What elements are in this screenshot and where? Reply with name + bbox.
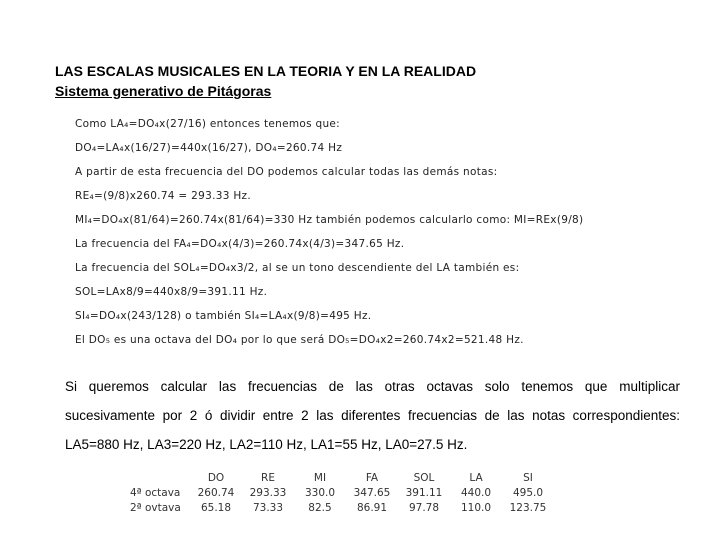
body-paragraph [65, 372, 680, 459]
table-row [130, 500, 554, 515]
column-header: SI [523, 471, 533, 484]
column-header: RE [261, 471, 275, 484]
table-cell: 293.33 [249, 486, 287, 499]
table-cell: 97.78 [408, 501, 440, 514]
calc-line: La frecuencia del FA₄=DO₄x(4/3)=260.74x(4/3)=347.65 Hz. [75, 238, 405, 250]
calc-line: La frecuencia del SOL₄=DO₄x3/2, al se un tono descendiente del LA también es: [75, 262, 520, 274]
calculation-image [75, 115, 583, 355]
table-cell: 495.0 [512, 486, 544, 499]
column-header: MI [313, 471, 327, 484]
table-cell: 123.75 [509, 501, 547, 514]
table-cell: 110.0 [460, 501, 492, 514]
table-cell: 260.74 [197, 486, 235, 499]
column-header: DO [207, 471, 225, 484]
page-title: LAS ESCALAS MUSICALES EN LA TEORIA Y EN LA REALIDAD [55, 63, 477, 79]
table-cell: 330.0 [304, 486, 336, 499]
calc-line: MI₄=DO₄x(81/64)=260.74x(81/64)=330 Hz también podemos calcularlo como: MI=REx(9/8) [75, 214, 584, 226]
table-cell: 391.11 [405, 486, 443, 499]
table-cell: 86.91 [356, 501, 388, 514]
table-header-row [130, 470, 554, 485]
table-row [130, 485, 554, 500]
calc-line: SOL=LAx8/9=440x8/9=391.11 Hz. [75, 286, 268, 298]
calc-line: RE₄=(9/8)x260.74 = 293.33 Hz. [75, 190, 251, 202]
calc-line: Como LA₄=DO₄x(27/16) entonces tenemos que: [75, 118, 341, 130]
row-label: 4ª octava [130, 486, 181, 499]
table-cell: 347.65 [353, 486, 391, 499]
page-subtitle: Sistema generativo de Pitágoras [55, 83, 272, 99]
calc-line: A partir de esta frecuencia del DO podemos calcular todas las demás notas: [75, 166, 498, 178]
table-cell: 73.33 [252, 501, 284, 514]
paragraph-line: Si queremos calcular las frecuencias de las otras octavas solo tenemos que multiplicar [65, 379, 680, 394]
calc-line: DO₄=LA₄x(16/27)=440x(16/27), DO₄=260.74 Hz [75, 142, 343, 154]
paragraph-line: sucesivamente por 2 ó dividir entre 2 las diferentes frecuencias de las notas correspondientes: [65, 408, 680, 423]
calc-line: El DO₅ es una octava del DO₄ por lo que será DO₅=DO₄x2=260.74x2=521.48 Hz. [75, 334, 524, 346]
column-header: FA [365, 471, 379, 484]
column-header: SOL [413, 471, 435, 484]
table-cell: 440.0 [460, 486, 492, 499]
calc-line: SI₄=DO₄x(243/128) o también SI₄=LA₄x(9/8)=495 Hz. [75, 310, 372, 322]
frequency-table [130, 470, 554, 515]
paragraph-line: LA5=880 Hz, LA3=220 Hz, LA2=110 Hz, LA1=55 Hz, LA0=27.5 Hz. [65, 437, 468, 452]
row-label: 2ª ovtava [130, 501, 181, 514]
table-cell: 65.18 [200, 501, 232, 514]
table-cell: 82.5 [308, 501, 332, 514]
column-header: LA [469, 471, 483, 484]
